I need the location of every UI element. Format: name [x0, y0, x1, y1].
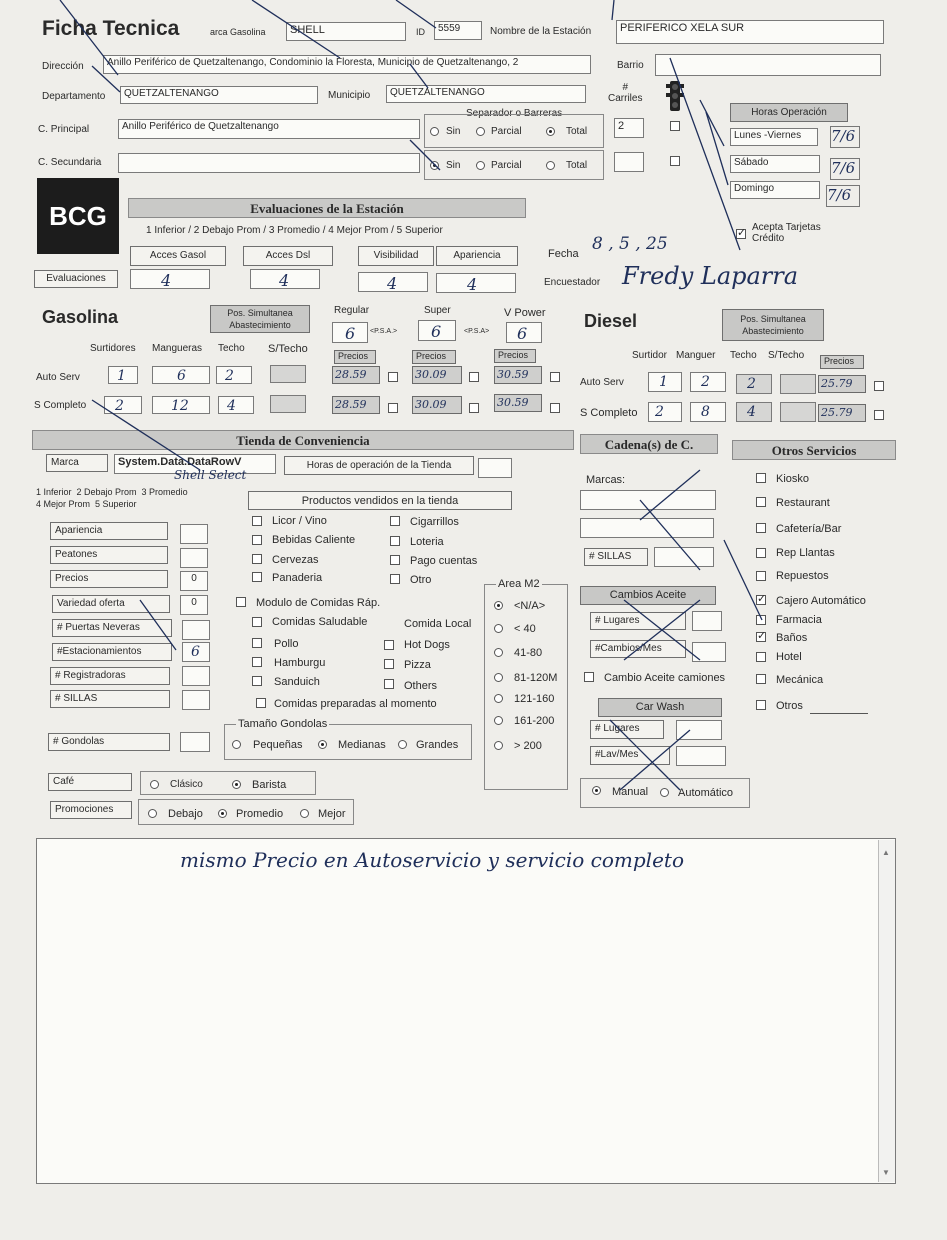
observaciones-text: mismo Precio en Autoservicio y servicio completo [180, 848, 684, 872]
cafe-group [140, 771, 316, 795]
area-m2-group [484, 584, 568, 790]
evaluaciones-row-label: Evaluaciones [34, 270, 118, 288]
cafeteria-checkbox[interactable] [756, 523, 766, 533]
secundaria-total-radio[interactable] [546, 161, 555, 170]
clasico-radio[interactable] [150, 780, 159, 789]
registradoras-row-label: # Registradoras [50, 667, 170, 685]
principal-sin-radio[interactable] [430, 127, 439, 136]
tienda-horas-field[interactable] [478, 458, 512, 478]
carwash-automatico-label: Automático [678, 787, 734, 799]
evaluaciones-scale: 1 Inferior / 2 Debajo Prom / 3 Promedio / 4 Mejor Prom / 5 Superior [146, 225, 443, 236]
carwash-lugares-field[interactable] [676, 720, 722, 740]
restaurant-label: Restaurant [776, 497, 830, 509]
pago-cuentas-checkbox[interactable] [390, 555, 400, 565]
hotel-checkbox[interactable] [756, 652, 766, 662]
diesel-precios-header: Precios [820, 355, 864, 369]
rep-llantas-checkbox[interactable] [756, 548, 766, 558]
gas-completo-precio-vpower[interactable]: 30.59 [494, 394, 542, 412]
cervezas-checkbox[interactable] [252, 554, 262, 564]
promo-debajo-radio[interactable] [148, 809, 157, 818]
observaciones-textarea[interactable] [36, 838, 896, 1184]
area-121-160-label: 121-160 [514, 693, 555, 705]
diesel-auto-stecho[interactable] [780, 374, 816, 394]
principal-parcial-radio[interactable] [476, 127, 485, 136]
diesel-auto-manguer[interactable]: 2 [690, 372, 726, 392]
carriles-secundaria-field[interactable] [614, 152, 644, 172]
mecanica-label: Mecánica [776, 674, 824, 686]
carwash-lav-mes-label: #Lav/Mes [590, 746, 670, 765]
encuestador-value[interactable]: Fredy Laparra [622, 262, 799, 290]
otros-servicios-header: Otros Servicios [732, 440, 896, 460]
super-psa-value[interactable]: 6 [418, 320, 456, 341]
estacionamientos-row-label: #Estacionamientos [52, 643, 172, 661]
cafe-label: Café [48, 773, 132, 791]
licor-label: Licor / Vino [272, 515, 327, 527]
diesel-completo-techo[interactable]: 4 [736, 402, 772, 422]
cambios-lugares-field[interactable] [692, 611, 722, 631]
bcg-logo: BCG [37, 178, 119, 254]
gas-completo-precio-regular[interactable]: 28.59 [332, 396, 380, 414]
gas-auto-serv-label: Auto Serv [36, 372, 80, 383]
encuestador-label: Encuestador [544, 277, 601, 288]
otro-checkbox[interactable] [390, 574, 400, 584]
fecha-label: Fecha [548, 248, 579, 260]
diesel-manguer-col: Manguer [676, 350, 716, 361]
gas-auto-precio-vpower[interactable]: 30.59 [494, 366, 542, 384]
mangueras-col: Mangueras [152, 343, 203, 354]
secundaria-semaforo-checkbox[interactable] [670, 156, 680, 166]
promo-promedio-label: Promedio [236, 808, 284, 820]
gas-auto-mangueras[interactable]: 6 [152, 366, 210, 384]
sanduich-checkbox[interactable] [252, 676, 262, 686]
scrollbar[interactable] [878, 840, 895, 1182]
gas-auto-techo[interactable]: 2 [216, 366, 252, 384]
promo-debajo-label: Debajo [168, 808, 203, 820]
diesel-surtidor-col: Surtidor [632, 350, 668, 361]
area-gt200-label: > 200 [514, 740, 542, 752]
gondolas-row-value[interactable] [180, 732, 210, 752]
sillas-row-value[interactable] [182, 690, 210, 710]
secundaria-parcial-label: Parcial [491, 160, 522, 171]
tienda-horas-label: Horas de operación de la Tienda [284, 456, 474, 475]
area-81-120-label: 81-120M [514, 672, 558, 684]
diesel-auto-techo[interactable]: 2 [736, 374, 772, 394]
others-label: Others [404, 680, 438, 692]
diesel-completo-surtidor[interactable]: 2 [648, 402, 682, 422]
promo-mejor-label: Mejor [318, 808, 346, 820]
hotdogs-label: Hot Dogs [404, 639, 450, 651]
comida-local-label: Comida Local [404, 618, 472, 630]
pequenas-radio[interactable] [232, 740, 241, 749]
medianas-radio[interactable] [318, 740, 327, 749]
farmacia-checkbox[interactable] [756, 615, 766, 625]
gas-auto-stecho[interactable] [270, 365, 306, 383]
apariencia-row-value[interactable] [180, 524, 208, 544]
id-field[interactable]: 5559 [434, 21, 482, 40]
cigarrillos-label: Cigarrillos [410, 516, 459, 528]
carwash-lav-mes-field[interactable] [676, 746, 726, 766]
diesel-title: Diesel [584, 311, 638, 331]
estacionamientos-row-value[interactable]: 6 [182, 642, 210, 662]
gas-auto-vpower-checkbox[interactable] [550, 372, 560, 382]
pizza-checkbox[interactable] [384, 659, 394, 669]
barista-radio[interactable] [232, 780, 241, 789]
tienda-marca-field[interactable]: System.Data.DataRowV [114, 454, 276, 474]
modulo-comidas-label: Modulo de Comidas Ráp. [256, 597, 381, 609]
carwash-lugares-label: # Lugares [590, 720, 664, 739]
form-title: Ficha Tecnica [42, 17, 180, 40]
variedad-row-label: Variedad oferta [52, 595, 170, 613]
cajero-label: Cajero Automático [776, 595, 866, 607]
panaderia-checkbox[interactable] [252, 572, 262, 582]
cajero-checkbox[interactable] [756, 595, 766, 605]
visibilidad-value[interactable]: 4 [358, 272, 428, 292]
aceite-camiones-checkbox[interactable] [584, 672, 594, 682]
cervezas-label: Cervezas [272, 554, 319, 566]
sabado-hours[interactable]: 7/6 [830, 158, 860, 180]
gas-completo-super-checkbox[interactable] [469, 403, 479, 413]
area-161-200-label: 161-200 [514, 715, 555, 727]
pen-stroke-9 [706, 112, 728, 185]
gasolina-title: Gasolina [42, 307, 119, 327]
id-label: ID [416, 27, 425, 37]
secundaria-total-label: Total [566, 160, 588, 171]
secundaria-parcial-radio[interactable] [476, 161, 485, 170]
diesel-auto-surtidor[interactable]: 1 [648, 372, 682, 392]
evaluaciones-header: Evaluaciones de la Estación [128, 198, 526, 218]
cadenas-sillas-label: # SILLAS [584, 548, 648, 566]
modulo-comidas-checkbox[interactable] [236, 597, 246, 607]
otros-line [810, 713, 868, 714]
diesel-completo-checkbox[interactable] [874, 410, 884, 420]
techo-col: Techo [218, 343, 245, 354]
acces-dsl-header: Acces Dsl [243, 246, 333, 266]
others-checkbox[interactable] [384, 679, 394, 689]
apariencia-header: Apariencia [436, 246, 518, 266]
scroll-down-icon[interactable]: ▼ [882, 1168, 890, 1177]
psa-label-1: <P.S.A.> [370, 328, 398, 335]
area-121-160-radio[interactable] [494, 694, 503, 703]
comidas-saludable-label: Comidas Saludable [272, 616, 368, 628]
cigarrillos-checkbox[interactable] [390, 516, 400, 526]
secundaria-sin-label: Sin [446, 160, 461, 171]
mecanica-checkbox[interactable] [756, 674, 766, 684]
gasolina-pos-simultanea-button[interactable]: Pos. Simultanea Abastecimiento [210, 305, 310, 333]
acepta-tarjetas-label: Acepta Tarjetas Crédito [752, 222, 821, 244]
banos-label: Baños [776, 632, 808, 644]
acces-gasol-value[interactable]: 4 [130, 269, 210, 289]
diesel-completo-manguer[interactable]: 8 [690, 402, 726, 422]
grandes-label: Grandes [416, 739, 459, 751]
hotel-label: Hotel [776, 651, 802, 663]
comidas-preparadas-checkbox[interactable] [256, 698, 266, 708]
diesel-completo-precio[interactable]: 25.79 [818, 404, 866, 422]
gas-completo-precio-super[interactable]: 30.09 [412, 396, 462, 414]
diesel-completo-stecho[interactable] [780, 402, 816, 422]
area-161-200-radio[interactable] [494, 716, 503, 725]
carwash-manual-label: Manual [612, 786, 649, 798]
panaderia-label: Panaderia [272, 572, 323, 584]
departamento-field[interactable]: QUETZALTENANGO [120, 86, 318, 104]
farmacia-label: Farmacia [776, 614, 822, 626]
municipio-field[interactable]: QUETZALTENANGO [386, 85, 586, 103]
cadenas-header: Cadena(s) de C. [580, 434, 718, 454]
loteria-checkbox[interactable] [390, 536, 400, 546]
gas-auto-surtidores[interactable]: 1 [108, 366, 138, 384]
traffic-light-icon [666, 80, 684, 112]
super-label: Super [424, 305, 451, 316]
principal-parcial-label: Parcial [491, 126, 522, 137]
hotdogs-checkbox[interactable] [384, 640, 394, 650]
lunes-viernes-hours[interactable]: 7/6 [830, 126, 860, 148]
rep-llantas-label: Rep Llantas [776, 547, 835, 559]
principal-sin-label: Sin [446, 126, 461, 137]
licor-checkbox[interactable] [252, 516, 262, 526]
acces-dsl-value[interactable]: 4 [250, 269, 320, 289]
medianas-label: Medianas [338, 739, 386, 751]
hamburgu-label: Hamburgu [274, 657, 326, 669]
marcas-field-2[interactable] [580, 518, 714, 538]
principal-total-radio[interactable] [546, 127, 555, 136]
precios-row-label: Precios [50, 570, 168, 588]
gas-completo-stecho[interactable] [270, 395, 306, 413]
gas-completo-surtidores[interactable]: 2 [104, 396, 142, 414]
vpower-label: V Power [504, 307, 546, 319]
carwash-automatico-radio[interactable] [660, 788, 669, 797]
clasico-label: Clásico [170, 779, 203, 790]
comidas-saludable-checkbox[interactable] [252, 617, 262, 627]
stecho-col: S/Techo [268, 343, 308, 355]
repuestos-label: Repuestos [776, 570, 829, 582]
diesel-techo-col: Techo [730, 350, 757, 361]
cadenas-sillas-field[interactable] [654, 547, 714, 567]
barrio-label: Barrio [617, 60, 644, 71]
diesel-completo-label: S Completo [580, 407, 638, 419]
peatones-row-label: Peatones [50, 546, 168, 564]
barrio-field[interactable] [655, 54, 881, 76]
gas-auto-precio-regular[interactable]: 28.59 [332, 366, 380, 384]
pizza-label: Pizza [404, 659, 431, 671]
cprincipal-label: C. Principal [38, 124, 90, 135]
acces-gasol-header: Acces Gasol [130, 246, 226, 266]
tienda-scale: 1 Inferior 2 Debajo Prom 3 Promedio 4 Mejor Prom 5 Superior [36, 487, 188, 509]
gondolas-row-label: # Gondolas [48, 733, 170, 751]
fecha-value[interactable]: 8 , 5 , 25 [592, 234, 668, 254]
repuestos-checkbox[interactable] [756, 571, 766, 581]
principal-semaforo-checkbox[interactable] [670, 121, 680, 131]
cambios-lugares-label: # Lugares [590, 612, 686, 630]
cafeteria-label: Cafetería/Bar [776, 523, 842, 535]
apariencia-value[interactable]: 4 [436, 273, 516, 293]
registradoras-row-value[interactable] [182, 666, 210, 686]
peatones-row-value[interactable] [180, 548, 208, 568]
otro-label: Otro [410, 574, 432, 586]
precios-row-value[interactable]: 0 [180, 571, 208, 591]
otros-label: Otros [776, 700, 803, 712]
tienda-marca-label: Marca [46, 454, 108, 472]
kiosko-checkbox[interactable] [756, 473, 766, 483]
grandes-radio[interactable] [398, 740, 407, 749]
hamburgu-checkbox[interactable] [252, 657, 262, 667]
municipio-label: Municipio [328, 90, 371, 101]
apariencia-row-label: Apariencia [50, 522, 168, 540]
sanduich-label: Sanduich [274, 676, 320, 688]
pen-stroke-8 [700, 100, 724, 146]
horas-operacion-button[interactable]: Horas Operación [730, 103, 848, 122]
gas-auto-regular-checkbox[interactable] [388, 372, 398, 382]
gas-completo-techo[interactable]: 4 [218, 396, 254, 414]
domingo-hours[interactable]: 7/6 [826, 185, 860, 207]
direccion-label: Dirección [42, 61, 84, 72]
carriles-principal-field[interactable]: 2 [614, 118, 644, 138]
productos-label: Productos vendidos en la tienda [248, 491, 512, 510]
scroll-up-icon[interactable]: ▲ [882, 848, 890, 857]
loteria-label: Loteria [410, 536, 444, 548]
regular-label: Regular [334, 305, 370, 316]
precios-vpower-header: Precios [494, 349, 536, 363]
pago-cuentas-label: Pago cuentas [410, 555, 478, 567]
cambios-mes-field[interactable] [692, 642, 726, 662]
visibilidad-header: Visibilidad [358, 246, 434, 266]
nombre-estacion-label: Nombre de la Estación [490, 26, 592, 37]
marca-gasolina-field[interactable]: SHELL [286, 22, 406, 41]
area-gt200-radio[interactable] [494, 741, 503, 750]
direccion-field[interactable]: Anillo Periférico de Quetzaltenango, Condominio la Floresta, Municipio de Quetzaltenango, 2 [103, 55, 591, 74]
restaurant-checkbox[interactable] [756, 497, 766, 507]
otros-checkbox[interactable] [756, 700, 766, 710]
bebidas-checkbox[interactable] [252, 535, 262, 545]
area-lt40-label: < 40 [514, 623, 536, 635]
aceite-camiones-label: Cambio Aceite camiones [604, 672, 726, 684]
sillas-row-label: # SILLAS [50, 690, 170, 708]
tienda-marca-handwritten: Shell Select [174, 468, 247, 482]
tamano-gondolas-label: Tamaño Gondolas [238, 718, 328, 730]
diesel-pos-simultanea-button[interactable]: Pos. Simultanea Abastecimiento [722, 309, 824, 341]
promo-mejor-radio[interactable] [300, 809, 309, 818]
gas-completo-regular-checkbox[interactable] [388, 403, 398, 413]
carwash-manual-radio[interactable] [592, 786, 601, 795]
psa-label-2: <P.S.A> [464, 328, 490, 335]
precios-regular-header: Precios [334, 350, 376, 364]
cambios-mes-label: #Cambios/Mes [590, 640, 686, 658]
csecundaria-label: C. Secundaria [38, 157, 102, 168]
area-na-radio[interactable] [494, 601, 503, 610]
vpower-psa-value[interactable]: 6 [506, 322, 542, 343]
area-m2-label: Area M2 [498, 578, 540, 590]
area-81-120-radio[interactable] [494, 673, 503, 682]
area-na-label: <N/A> [514, 600, 546, 612]
marcas-field-1[interactable] [580, 490, 716, 510]
kiosko-label: Kiosko [776, 473, 810, 485]
sabado-label: Sábado [730, 155, 820, 173]
comidas-preparadas-label: Comidas preparadas al momento [274, 698, 437, 710]
tienda-header: Tienda de Conveniencia [32, 430, 574, 450]
variedad-row-value[interactable]: 0 [180, 595, 208, 615]
nombre-estacion-field[interactable]: PERIFERICO XELA SUR [616, 20, 884, 44]
diesel-auto-label: Auto Serv [580, 377, 624, 388]
puertas-row-value[interactable] [182, 620, 210, 640]
lunes-viernes-label: Lunes -Viernes [730, 128, 818, 146]
domingo-label: Domingo [730, 181, 820, 199]
departamento-label: Departamento [42, 91, 106, 102]
cambios-aceite-button[interactable]: Cambios Aceite [580, 586, 716, 605]
precios-super-header: Precios [412, 350, 456, 364]
area-lt40-radio[interactable] [494, 624, 503, 633]
gas-completo-label: S Completo [34, 400, 87, 411]
surtidores-col: Surtidores [90, 343, 136, 354]
regular-psa-value[interactable]: 6 [332, 322, 368, 343]
puertas-row-label: # Puertas Neveras [52, 619, 172, 637]
diesel-auto-checkbox[interactable] [874, 381, 884, 391]
marca-gasolina-label: arca Gasolina [210, 27, 266, 37]
principal-total-label: Total [566, 126, 588, 137]
separador-label: Separador o Barreras [466, 108, 563, 119]
csecundaria-field[interactable] [118, 153, 420, 173]
acepta-tarjetas-checkbox[interactable] [736, 229, 746, 239]
carriles-text: Carriles [608, 93, 643, 104]
pollo-checkbox[interactable] [252, 638, 262, 648]
bebidas-label: Bebidas Caliente [272, 534, 356, 546]
diesel-auto-precio[interactable]: 25.79 [818, 375, 866, 393]
pen-stroke-4 [612, 0, 614, 20]
promociones-label: Promociones [50, 801, 132, 819]
banos-checkbox[interactable] [756, 632, 766, 642]
secundaria-sin-radio[interactable] [430, 161, 439, 170]
cprincipal-field[interactable]: Anillo Periférico de Quetzaltenango [118, 119, 420, 139]
gas-completo-mangueras[interactable]: 12 [152, 396, 210, 414]
pollo-label: Pollo [274, 638, 299, 650]
car-wash-button[interactable]: Car Wash [598, 698, 722, 717]
marcas-label: Marcas: [586, 474, 626, 486]
pequenas-label: Pequeñas [253, 739, 303, 751]
gas-auto-super-checkbox[interactable] [469, 372, 479, 382]
promo-promedio-radio[interactable] [218, 809, 227, 818]
carriles-label: # Carriles [608, 82, 643, 104]
area-41-80-radio[interactable] [494, 648, 503, 657]
diesel-stecho-col: S/Techo [768, 350, 805, 361]
gas-auto-precio-super[interactable]: 30.09 [412, 366, 462, 384]
area-41-80-label: 41-80 [514, 647, 543, 659]
barista-label: Barista [252, 779, 287, 791]
gas-completo-vpower-checkbox[interactable] [550, 403, 560, 413]
